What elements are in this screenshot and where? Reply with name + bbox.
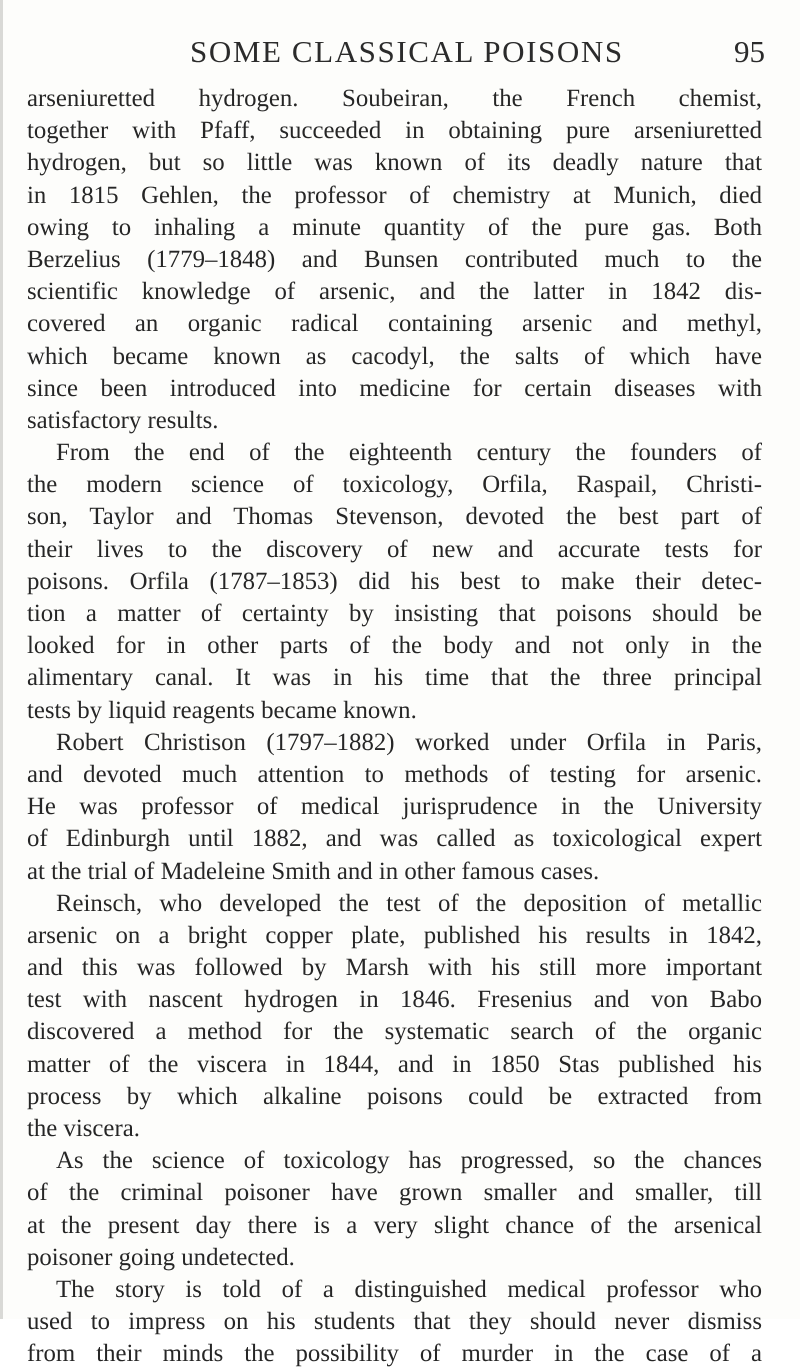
- text-line: their lives to the discovery of new and accurate tests for: [27, 535, 762, 563]
- text-line: satisfactory results.: [27, 406, 219, 434]
- text-line: and this was followed by Marsh with his still more important: [27, 954, 762, 982]
- body-text: [27, 83, 762, 1371]
- text-line: the viscera.: [27, 1115, 140, 1142]
- text-line: arseniuretted hydrogen. Soubeiran, the French chemist,: [27, 85, 762, 112]
- text-line: arsenic on a bright copper plate, published his results in 1842,: [27, 921, 762, 949]
- text-line: of the criminal poisoner have grown smaller and smaller, till: [27, 1179, 762, 1207]
- text-line: covered an organic radical containing arsenic and methyl,: [27, 310, 762, 338]
- text-line: alimentary canal. It was in his time that the three principal: [27, 664, 762, 692]
- text-line: From the end of the eighteenth century the founders of: [56, 439, 762, 467]
- running-title: SOME CLASSICAL POISONS: [190, 34, 624, 69]
- text-line: owing to inhaling a minute quantity of the pure gas. Both: [27, 213, 762, 241]
- text-line: used to impress on his students that they should never dismiss: [27, 1308, 762, 1336]
- text-line: Robert Christison (1797–1882) worked under Orfila in Paris,: [56, 728, 762, 756]
- text-line: discovered a method for the systematic search of the organic: [27, 1018, 762, 1046]
- text-line: As the science of toxicology has progressed, so the chances: [56, 1147, 762, 1175]
- text-line: process by which alkaline poisons could be extracted from: [27, 1082, 762, 1110]
- text-line: Berzelius (1779–1848) and Bunsen contributed much to the: [27, 245, 762, 273]
- text-line: and devoted much attention to methods of testing for arsenic.: [27, 760, 762, 788]
- text-line: poisons. Orfila (1787–1853) did his best to make their detec-: [27, 567, 762, 595]
- text-line: at the trial of Madeleine Smith and in other famous cases.: [27, 857, 600, 885]
- text-line: the modern science of toxicology, Orfila, Raspail, Christi-: [27, 471, 762, 499]
- text-line: at the present day there is a very slight chance of the arsenical: [27, 1211, 762, 1239]
- text-line: son, Taylor and Thomas Stevenson, devoted the best part of: [27, 503, 762, 531]
- text-line: poisoner going undetected.: [27, 1243, 295, 1271]
- text-line: in 1815 Gehlen, the professor of chemistry at Munich, died: [27, 181, 762, 209]
- text-line: Reinsch, who developed the test of the deposition of metallic: [56, 889, 762, 917]
- text-line: looked for in other parts of the body and not only in the: [27, 632, 762, 660]
- text-line: tests by liquid reagents became known.: [27, 696, 417, 724]
- text-line: from their minds the possibility of murder in the case of a: [27, 1340, 762, 1368]
- text-line: matter of the viscera in 1844, and in 1850 Stas published his: [27, 1050, 762, 1078]
- text-line: He was professor of medical jurisprudence in the University: [27, 793, 762, 821]
- page-number: 95: [734, 34, 765, 69]
- running-head: [0, 32, 800, 72]
- text-line: hydrogen, but so little was known of its deadly nature that: [27, 149, 762, 177]
- text-line: The story is told of a distinguished medical professor who: [56, 1275, 762, 1303]
- scan-edge: [0, 0, 3, 1319]
- text-line: test with nascent hydrogen in 1846. Fresenius and von Babo: [27, 986, 762, 1014]
- text-line: of Edinburgh until 1882, and was called as toxicological expert: [27, 825, 762, 853]
- text-line: scientific knowledge of arsenic, and the latter in 1842 dis-: [27, 278, 762, 306]
- text-line: since been introduced into medicine for certain diseases with: [27, 374, 762, 402]
- text-line: together with Pfaff, succeeded in obtaining pure arseniuretted: [27, 117, 762, 145]
- text-line: tion a matter of certainty by insisting that poisons should be: [27, 600, 762, 627]
- text-line: which became known as cacodyl, the salts of which have: [27, 342, 762, 370]
